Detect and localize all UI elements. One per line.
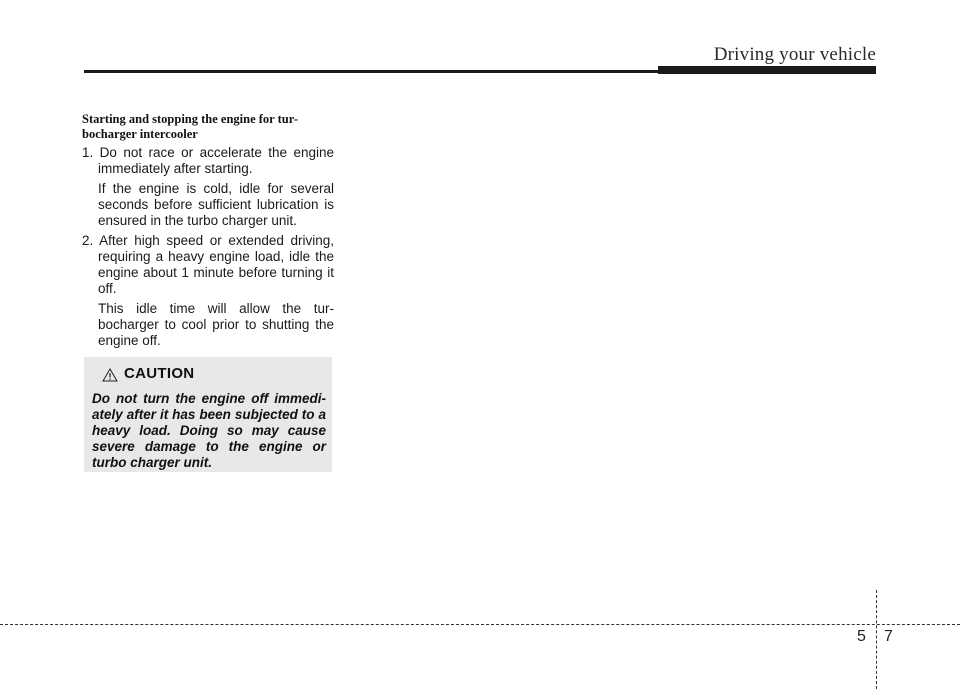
chapter-number: 5	[857, 628, 866, 645]
caution-label: CAUTION	[124, 365, 195, 382]
header-rule	[84, 70, 660, 73]
list-item	[82, 233, 334, 297]
chapter-title: Driving your vehicle	[713, 44, 876, 65]
header-rule-accent	[658, 66, 876, 74]
caution-header	[102, 365, 194, 382]
footer-divider	[0, 624, 960, 625]
item-note: If the engine is cold, idle for several seconds before sufficient lubrication is ensured in the turbo charger unit.	[98, 181, 334, 228]
warning-triangle-icon	[102, 368, 118, 382]
item-text: After high speed or extended driving, requiring a heavy engine load, idle the engine about 1 minute before turning it off.	[98, 233, 334, 296]
page-number: 7	[884, 628, 893, 645]
item-number: 2.	[82, 233, 94, 248]
list-item	[82, 145, 334, 177]
footer-vertical-divider	[876, 590, 877, 689]
item-note: This idle time will allow the tur-bocharger to cool prior to shutting the engine off.	[98, 301, 334, 348]
section-heading: Starting and stopping the engine for tur- bocharger intercooler	[82, 112, 298, 141]
caution-text: Do not turn the engine off immedi-ately after it has been subjected to a heavy load. Doing so may cause severe damage to the engine or turbo charger unit.	[92, 391, 326, 470]
item-number: 1.	[82, 145, 94, 160]
main-content	[82, 112, 334, 349]
item-text: Do not race or accelerate the engine immediately after starting.	[98, 145, 334, 176]
caution-box	[84, 357, 332, 472]
